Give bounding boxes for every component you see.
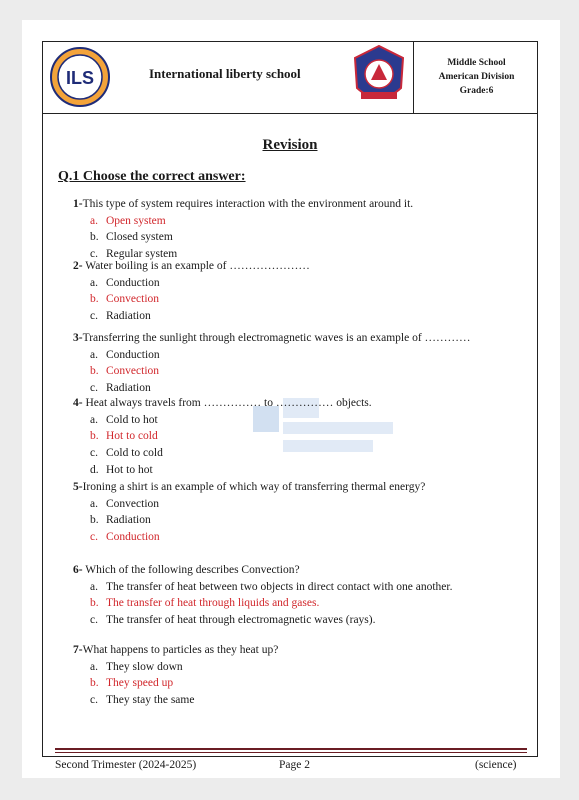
option-text: Radiation — [106, 514, 151, 527]
option-letter: a. — [90, 214, 98, 227]
page-title: Revision — [262, 137, 318, 153]
crest-logo-icon — [351, 44, 407, 110]
option-letter: a. — [90, 413, 98, 426]
school-name: International liberty school — [149, 66, 301, 81]
option-text: Convection — [106, 497, 160, 510]
answer-option — [90, 277, 160, 289]
question-text: Ironing a shirt is an example of which way of transferring thermal energy? — [82, 481, 426, 493]
division-line-2: American Division — [438, 72, 515, 82]
answer-option — [90, 614, 376, 626]
question-text: Transferring the sunlight through electromagnetic waves is an example of ………… — [82, 332, 471, 344]
option-text: Regular system — [106, 248, 178, 261]
option-text: Cold to cold — [106, 447, 163, 460]
question-2 — [73, 260, 310, 272]
footer-rule-thin — [55, 752, 527, 753]
page-header — [43, 42, 537, 114]
question-number: 5- — [73, 481, 83, 493]
question-7 — [73, 644, 278, 656]
question-text: What happens to particles as they heat up? — [82, 644, 279, 656]
option-text: Hot to hot — [106, 463, 153, 476]
question-1 — [73, 198, 413, 210]
question-number: 7- — [73, 644, 83, 656]
page-frame — [42, 41, 538, 771]
question-number: 2- — [73, 260, 83, 272]
option-text: Open system — [106, 214, 166, 227]
answer-option — [90, 414, 158, 426]
question-number: 3- — [73, 332, 83, 344]
division-info — [413, 42, 539, 114]
option-letter: b. — [90, 293, 99, 306]
answer-option-correct — [90, 215, 166, 227]
option-text: Cold to hot — [106, 413, 158, 426]
question-number: 1- — [73, 198, 83, 210]
option-text: They stay the same — [106, 694, 195, 707]
school-logo-icon — [49, 46, 111, 108]
option-text: Convection — [106, 293, 160, 306]
question-5 — [73, 481, 425, 493]
answer-option — [90, 661, 183, 673]
question-text: This type of system requires interaction with the environment around it. — [82, 198, 414, 210]
option-letter: c. — [90, 531, 98, 544]
answer-option — [90, 464, 153, 476]
answer-option — [90, 231, 173, 243]
answer-option — [90, 498, 159, 510]
question-number: 6- — [73, 564, 83, 576]
answer-option-correct — [90, 365, 159, 377]
option-letter: c. — [90, 447, 98, 460]
option-letter: a. — [90, 276, 98, 289]
section-heading: Q.1 Choose the correct answer: — [58, 169, 246, 184]
question-text: Heat always travels from …………… to …………… objects. — [82, 397, 372, 409]
question-3 — [73, 332, 471, 344]
answer-option — [90, 349, 160, 361]
option-letter: c. — [90, 382, 98, 395]
option-text: Conduction — [106, 531, 160, 544]
answer-option — [90, 248, 177, 260]
option-letter: c. — [90, 614, 98, 627]
option-letter: b. — [90, 514, 99, 527]
option-letter: a. — [90, 348, 98, 361]
answer-option-correct — [90, 293, 159, 305]
division-line-1: Middle School — [447, 58, 506, 68]
document-page — [22, 20, 560, 778]
question-4 — [73, 397, 372, 409]
question-text: Water boiling is an example of ………………… — [82, 260, 310, 272]
option-letter: b. — [90, 430, 99, 443]
option-letter: a. — [90, 660, 98, 673]
question-number: 4- — [73, 397, 83, 409]
option-letter: b. — [90, 677, 99, 690]
answer-option — [90, 310, 151, 322]
option-letter: a. — [90, 580, 98, 593]
answer-option — [90, 694, 194, 706]
footer-page-number: Page 2 — [279, 759, 310, 771]
question-6 — [73, 564, 300, 576]
footer-term: Second Trimester (2024-2025) — [55, 759, 197, 771]
answer-option — [90, 447, 163, 459]
footer-rule — [55, 748, 527, 750]
answer-option — [90, 382, 151, 394]
footer-subject: (science) — [475, 759, 517, 771]
option-text: Radiation — [106, 382, 151, 395]
option-text: Conduction — [106, 276, 160, 289]
option-text: The transfer of heat through liquids and gases. — [106, 597, 320, 610]
option-letter: c. — [90, 694, 98, 707]
option-letter: b. — [90, 365, 99, 378]
grade-label: Grade:6 — [459, 86, 494, 96]
option-letter: b. — [90, 231, 99, 244]
option-letter: c. — [90, 310, 98, 323]
answer-option-correct — [90, 430, 158, 442]
option-letter: d. — [90, 463, 99, 476]
option-text: They slow down — [106, 660, 183, 673]
answer-option-correct — [90, 597, 319, 609]
answer-option-correct — [90, 531, 160, 543]
option-text: Convection — [106, 365, 160, 378]
option-text: The transfer of heat through electromagnetic waves (rays). — [106, 614, 376, 627]
answer-option — [90, 581, 452, 593]
logo-letters: ILS — [65, 68, 95, 88]
option-text: Hot to cold — [106, 430, 158, 443]
answer-option — [90, 514, 151, 526]
option-letter: c. — [90, 248, 98, 261]
option-text: The transfer of heat between two objects in direct contact with one another. — [106, 580, 453, 593]
answer-option-correct — [90, 677, 173, 689]
option-text: Conduction — [106, 348, 160, 361]
option-letter: b. — [90, 597, 99, 610]
option-text: Closed system — [106, 231, 173, 244]
question-text: Which of the following describes Convection? — [82, 564, 300, 576]
option-text: They speed up — [106, 677, 174, 690]
option-letter: a. — [90, 497, 98, 510]
option-text: Radiation — [106, 310, 151, 323]
